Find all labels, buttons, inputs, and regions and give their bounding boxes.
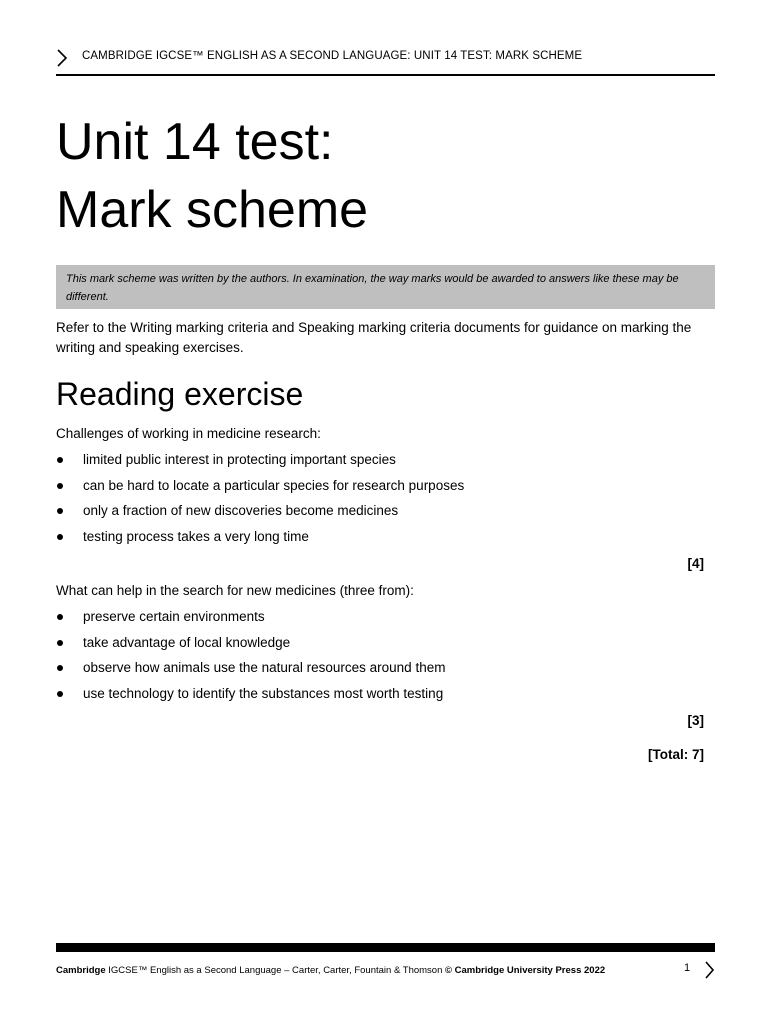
bullet-icon <box>57 508 63 514</box>
bullet-icon <box>57 691 63 697</box>
bullet-icon <box>57 534 63 540</box>
list-item-text: testing process takes a very long time <box>83 529 309 545</box>
question-1-mark: [4] <box>687 556 704 571</box>
list-item <box>56 501 716 527</box>
question-1-prompt: Challenges of working in medicine research: <box>56 426 321 441</box>
footer-credit <box>56 965 605 976</box>
question-2-answer-list <box>56 607 716 710</box>
next-page-chevron-icon <box>704 961 715 979</box>
running-header <box>56 44 715 76</box>
list-item <box>56 658 716 684</box>
page-title <box>56 108 368 244</box>
chevron-right-icon <box>56 49 68 67</box>
bullet-icon <box>57 457 63 463</box>
total-mark: [Total: 7] <box>648 747 704 762</box>
bullet-icon <box>57 614 63 620</box>
list-item-text: preserve certain environments <box>83 609 265 624</box>
footer-text: IGCSE™ English as a Second Language – Carter, Carter, Fountain & Thomson <box>105 965 445 976</box>
list-item-text: observe how animals use the natural resources around them <box>83 660 446 676</box>
list-item <box>56 476 716 502</box>
list-item-text: limited public interest in protecting important species <box>83 452 396 467</box>
list-item <box>56 684 716 710</box>
list-item-text: use technology to identify the substances most worth testing <box>83 686 444 702</box>
bullet-icon <box>57 665 63 671</box>
footer-copyright: © Cambridge University Press 2022 <box>445 965 606 976</box>
footer-brand: Cambridge <box>56 965 106 976</box>
list-item-text: can be hard to locate a particular species for research purposes <box>83 477 465 493</box>
bullet-icon <box>57 483 63 489</box>
intro-paragraph: Refer to the Writing marking criteria and Speaking marking criteria documents for guidance on marking the writing and speaking exercises. <box>56 320 692 355</box>
list-item-text: take advantage of local knowledge <box>83 634 291 650</box>
footer-rule <box>56 943 715 952</box>
disclaimer-note: This mark scheme was written by the authors. In examination, the way marks would be awarded to answers like these may be different. <box>56 265 715 309</box>
section-heading: Reading exercise <box>56 376 304 412</box>
question-2-mark: [3] <box>687 713 704 728</box>
question-2-prompt: What can help in the search for new medicines (three from): <box>56 583 414 598</box>
list-item <box>56 450 716 476</box>
list-item <box>56 633 716 659</box>
page-title-line-2: Mark scheme <box>56 181 369 239</box>
running-title: CAMBRIDGE IGCSE™ ENGLISH AS A SECOND LANGUAGE: UNIT 14 TEST: MARK SCHEME <box>82 50 583 62</box>
page-title-line-1: Unit 14 test: <box>56 113 334 171</box>
list-item <box>56 607 716 633</box>
list-item-text: only a fraction of new discoveries become medicines <box>83 503 399 519</box>
bullet-icon <box>57 640 63 646</box>
question-1-answer-list <box>56 450 716 553</box>
page-number: 1 <box>684 962 691 974</box>
list-item <box>56 527 716 553</box>
